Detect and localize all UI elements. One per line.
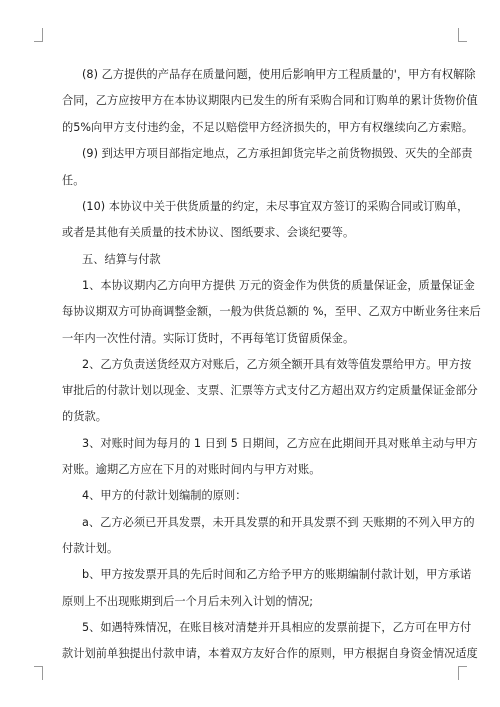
text-line: 一年内一次性付清。实际订货时，不再每笔订货留质保金。 <box>62 332 355 345</box>
text-line: (9) 到达甲方项目部指定地点，乙方承担卸货完毕之前货物损毁、灭失的全部责 <box>82 147 473 160</box>
text-line: 3、对账时间为每月的 1 日到 5 日期间，乙方应在此期间开具对账单主动与甲方 <box>82 437 478 450</box>
crop-mark-top-left <box>34 28 43 42</box>
crop-mark-bottom-left <box>34 666 43 680</box>
text-line: 5、如遇特殊情况，在账目核对清楚并开具相应的发票前提下，乙方可在甲方付 <box>82 621 472 634</box>
text-line: 原则上不出现账期到后一个月后未列入计划的情况; <box>62 595 314 608</box>
text-line: 审批后的付款计划以现金、支票、汇票等方式支付乙方超出双方约定质量保证金部分 <box>62 384 478 397</box>
text-line: 每协议期双方可协商调整金额，一般为供货总额的 %，至甲、乙双方中断业务往来后 <box>62 305 481 318</box>
text-line: b、甲方按发票开具的先后时间和乙方给予甲方的账期编制付款计划，甲方承诺 <box>82 568 472 581</box>
section-heading: 五、结算与付款 <box>82 253 161 266</box>
text-line: 任。 <box>62 174 85 187</box>
text-line: 对账。逾期乙方应在下月的对账时间内与甲方对账。 <box>62 463 321 476</box>
text-line: (10) 本协议中关于供货质量的约定，未尽事宜双方签订的采购合同或订购单， <box>82 200 469 213</box>
text-line: a、乙方必须已开具发票，未开具发票的和开具发票不到 天账期的不列入甲方的 <box>82 516 475 529</box>
text-line: (8) 乙方提供的产品存在质量问题，使用后影响甲方工程质量的'，甲方有权解除 <box>82 68 476 81</box>
text-line: 的货款。 <box>62 410 107 423</box>
text-line: 或者是其他有关质量的技术协议、图纸要求、会谈纪要等。 <box>62 226 355 239</box>
text-line: 合同，乙方应按甲方在本协议期限内已发生的所有采购合同和订购单的累计货物价值 <box>62 94 478 107</box>
text-line: 1、本协议期内乙方向甲方提供 万元的资金作为供货的质量保证金，质量保证金 <box>82 279 475 292</box>
text-line: 款计划前单独提出付款申请，本着双方友好合作的原则，甲方根据自身资金情况适度 <box>62 647 478 660</box>
text-line: 付款计划。 <box>62 542 119 555</box>
text-line: 的5%向甲方支付违约金，不足以赔偿甲方经济损失的，甲方有权继续向乙方索赔。 <box>62 121 474 134</box>
text-line: 4、甲方的付款计划编制的原则： <box>82 489 247 502</box>
crop-mark-top-right <box>458 28 467 42</box>
crop-mark-bottom-right <box>458 666 467 680</box>
text-line: 2、乙方负责送货经双方对账后，乙方须全额开具有效等值发票给甲方。甲方按 <box>82 358 472 371</box>
